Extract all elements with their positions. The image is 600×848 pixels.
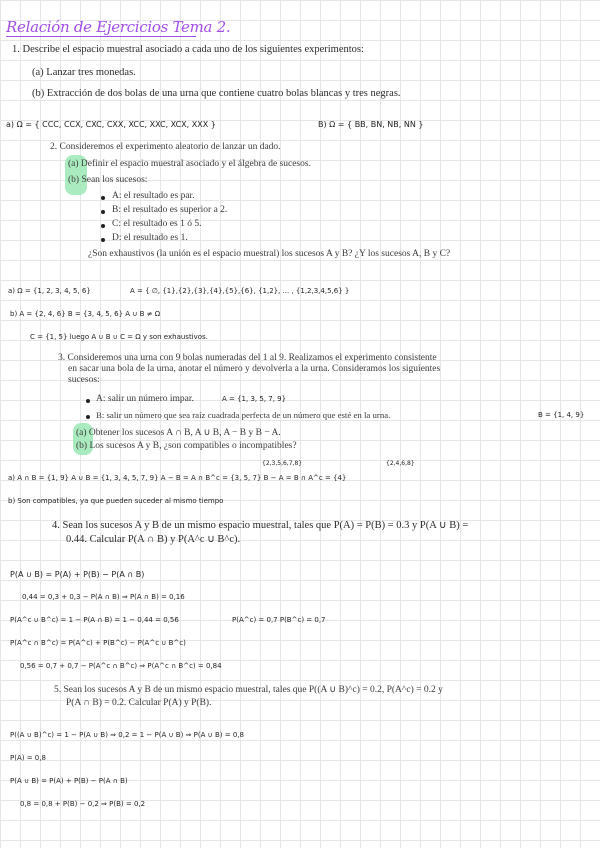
ex3-bullet-b: B: salir un número que sea raíz cuadrada perfecta de un número que esté en la urna.: [96, 410, 391, 420]
ex2-bullet-c: C: el resultado es 1 ó 5.: [112, 219, 202, 229]
bullet-icon: [86, 415, 90, 419]
ex2-item-a: (a) Definir el espacio muestral asociado y el álgebra de sucesos.: [68, 159, 311, 169]
ex1-answer-b: B) Ω = { BB, BN, NB, NN }: [318, 120, 424, 129]
ex3-annotation-complement-a: {2,4,6,8}: [386, 460, 415, 467]
ex5-statement-line1: 5. Sean los sucesos A y B de un mismo espacio muestral, tales que P((A ∪ B)^c) = 0.2, P(A^c) = 0.2 y: [54, 685, 443, 695]
ex4-work-line: 0,44 = 0,3 + 0,3 − P(A ∩ B) ⇒ P(A ∩ B) = 0,16: [22, 593, 185, 601]
ex3-answer-a: a) A ∩ B = {1, 9} A ∪ B = {1, 3, 4, 5, 7, 9} A − B = A ∩ B^c = {3, 5, 7} B − A = B ∩ A^c = {4}: [8, 474, 347, 482]
ex1-item-a: (a) Lanzar tres monedas.: [32, 67, 136, 78]
bullet-icon: [86, 399, 90, 403]
ex3-statement-line2: en sacar una bola de la urna, anotar el número y devolverla a la urna. Consideramos los siguientes: [68, 364, 441, 374]
ex3-item-a: (a) Obtener los sucesos A ∩ B, A ∪ B, A − B y B − A.: [76, 428, 281, 438]
ex1-item-b: (b) Extracción de dos bolas de una urna que contiene cuatro bolas blancas y tres negras.: [32, 88, 401, 99]
ex2-answer-b-conclusion: C = {1, 5} luego A ∪ B ∪ C = Ω y son exhaustivos.: [30, 333, 208, 341]
bullet-icon: [101, 210, 105, 214]
ex2-bullet-d: D: el resultado es 1.: [112, 233, 188, 243]
ex2-bullet-a: A: el resultado es par.: [112, 191, 195, 201]
ex5-work-line: P(A ∪ B) = P(A) + P(B) − P(A ∩ B): [10, 777, 128, 785]
ex2-answer-b: b) A = {2, 4, 6} B = {3, 4, 5, 6} A ∪ B ≠ Ω: [10, 310, 161, 318]
ex3-note-a: A = {1, 3, 5, 7, 9}: [222, 395, 287, 403]
ex4-work-line: P(A^c ∩ B^c) = P(A^c) + P(B^c) − P(A^c ∪ B^c): [10, 639, 186, 647]
ex2-statement: 2. Consideremos el experimento aleatorio de lanzar un dado.: [50, 142, 281, 152]
bullet-icon: [101, 238, 105, 242]
ex3-bullet-a: A: salir un número impar.: [96, 394, 194, 404]
ex4-work-line: 0,56 = 0,7 + 0,7 − P(A^c ∩ B^c) ⇒ P(A^c ∩ B^c) = 0,84: [20, 662, 222, 670]
ex2-answer-a-algebra: A = { ∅, {1},{2},{3},{4},{5},{6}, {1,2}, ... , {1,2,3,4,5,6} }: [130, 287, 350, 295]
ex2-item-b: (b) Sean los sucesos:: [68, 175, 148, 185]
ex3-note-b: B = {1, 4, 9}: [538, 411, 585, 419]
ex1-statement: 1. Describe el espacio muestral asociado a cada uno de los siguientes experimentos:: [12, 44, 364, 55]
bullet-icon: [101, 224, 105, 228]
ex5-work-line: 0,8 = 0,8 + P(B) − 0,2 ⇒ P(B) = 0,2: [20, 800, 146, 808]
ex3-statement-line1: 3. Consideremos una urna con 9 bolas numeradas del 1 al 9. Realizamos el experimento consistente: [58, 353, 437, 363]
ex4-statement-line2: 0.44. Calcular P(A ∩ B) y P(A^c ∪ B^c).: [66, 534, 241, 545]
ex5-work-line: P(A) = 0,8: [10, 754, 46, 762]
title-underline: [6, 36, 196, 37]
ex5-statement-line2: P(A ∩ B) = 0.2. Calcular P(A) y P(B).: [66, 698, 212, 708]
ex4-work-line: P(A ∪ B) = P(A) + P(B) − P(A ∩ B): [10, 570, 145, 579]
ex5-work-line: P((A ∪ B)^c) = 1 − P(A ∪ B) ⇒ 0,2 = 1 − P(A ∪ B) ⇒ P(A ∪ B) = 0,8: [10, 731, 244, 739]
ex2-question: ¿Son exhaustivos (la unión es el espacio muestral) los sucesos A y B? ¿Y los sucesos A, B y C?: [88, 249, 451, 259]
ex3-statement-line3: sucesos:: [68, 375, 100, 385]
ex2-answer-a: a) Ω = {1, 2, 3, 4, 5, 6}: [8, 287, 91, 295]
ex4-work-line: P(A^c) = 0,7 P(B^c) = 0,7: [232, 616, 326, 624]
ex3-annotation-complement-b: {2,3,5,6,7,8}: [262, 460, 303, 467]
ex2-bullet-b: B: el resultado es superior a 2.: [112, 205, 228, 215]
ex1-answer-a: a) Ω = { CCC, CCX, CXC, CXX, XCC, XXC, XCX, XXX }: [6, 120, 216, 129]
bullet-icon: [101, 196, 105, 200]
ex3-item-b: (b) Los sucesos A y B, ¿son compatibles o incompatibles?: [76, 441, 297, 451]
ex4-statement-line1: 4. Sean los sucesos A y B de un mismo espacio muestral, tales que P(A) = P(B) = 0.3 y P(A ∪ B) =: [52, 520, 469, 531]
ex3-answer-b: b) Son compatibles, ya que pueden suceder al mismo tiempo: [8, 497, 224, 505]
ex4-work-line: P(A^c ∪ B^c) = 1 − P(A ∩ B) = 1 − 0,44 = 0,56: [10, 616, 179, 624]
page-title: Relación de Ejercicios Tema 2.: [6, 18, 231, 36]
